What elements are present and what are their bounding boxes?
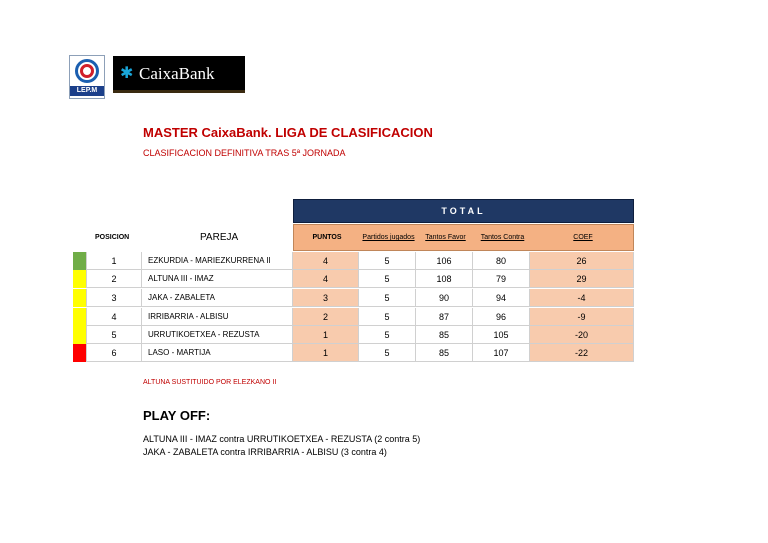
position-color-marker — [73, 308, 86, 326]
lepm-logo — [69, 55, 105, 99]
table-row — [73, 326, 634, 344]
row-puntos: 1 — [293, 326, 359, 344]
row-tantos-favor: 90 — [416, 289, 473, 307]
row-pareja: EZKURDIA - MARIEZKURRENA II — [142, 252, 293, 270]
tantos-favor-column-header: Tantos Favor — [425, 234, 466, 241]
row-partidos: 5 — [359, 289, 416, 307]
pareja-column-header: PAREJA — [200, 232, 239, 243]
row-tantos-contra: 94 — [473, 289, 530, 307]
row-tantos-favor: 106 — [416, 252, 473, 270]
posicion-column-header: POSICION — [95, 234, 130, 241]
row-coef: -4 — [530, 289, 634, 307]
table-row — [73, 289, 634, 307]
row-partidos: 5 — [359, 344, 416, 362]
substitution-note: ALTUNA SUSTITUIDO POR ELEZKANO II — [143, 379, 277, 386]
row-tantos-favor: 85 — [416, 326, 473, 344]
row-coef: -22 — [530, 344, 634, 362]
puntos-column-header: PUNTOS — [312, 234, 342, 241]
table-row — [73, 308, 634, 326]
page-title: MASTER CaixaBank. LIGA DE CLASIFICACION — [143, 125, 433, 140]
row-tantos-favor: 85 — [416, 344, 473, 362]
row-pareja: JAKA - ZABALETA — [142, 289, 293, 307]
row-tantos-contra: 107 — [473, 344, 530, 362]
row-posicion: 1 — [86, 252, 142, 270]
row-pareja: LASO - MARTIJA — [142, 344, 293, 362]
lepm-inner-ring-icon — [80, 64, 94, 78]
row-partidos: 5 — [359, 252, 416, 270]
position-color-marker — [73, 289, 86, 307]
playoff-match-1: ALTUNA III - IMAZ contra URRUTIKOETXEA - REZUSTA (2 contra 5) — [143, 434, 421, 444]
row-coef: -20 — [530, 326, 634, 344]
position-color-marker — [73, 326, 86, 344]
row-puntos: 1 — [293, 344, 359, 362]
row-coef: 26 — [530, 252, 634, 270]
coef-column-header: COEF — [573, 234, 593, 241]
position-color-marker — [73, 252, 86, 270]
total-group-header: TOTAL — [293, 199, 634, 223]
caixabank-logo — [113, 56, 245, 93]
row-tantos-favor: 87 — [416, 308, 473, 326]
row-puntos: 4 — [293, 252, 359, 270]
row-posicion: 3 — [86, 289, 142, 307]
row-pareja: IRRIBARRIA - ALBISU — [142, 308, 293, 326]
page-subtitle: CLASIFICACION DEFINITIVA TRAS 5ª JORNADA — [143, 148, 346, 158]
row-pareja: ALTUNA III - IMAZ — [142, 270, 293, 288]
row-tantos-contra: 80 — [473, 252, 530, 270]
row-coef: 29 — [530, 270, 634, 288]
position-color-marker — [73, 344, 86, 362]
table-row — [73, 252, 634, 270]
row-coef: -9 — [530, 308, 634, 326]
row-pareja: URRUTIKOETXEA - REZUSTA — [142, 326, 293, 344]
totals-column-headers — [293, 224, 634, 251]
row-partidos: 5 — [359, 308, 416, 326]
row-tantos-contra: 96 — [473, 308, 530, 326]
row-partidos: 5 — [359, 270, 416, 288]
table-row — [73, 344, 634, 362]
playoff-title: PLAY OFF: — [143, 408, 211, 423]
row-partidos: 5 — [359, 326, 416, 344]
row-puntos: 3 — [293, 289, 359, 307]
lepm-logo-text: LEP.M — [70, 86, 104, 96]
caixabank-star-icon: ✱ — [120, 65, 134, 82]
row-tantos-favor: 108 — [416, 270, 473, 288]
row-posicion: 2 — [86, 270, 142, 288]
position-color-marker — [73, 270, 86, 288]
row-puntos: 4 — [293, 270, 359, 288]
tantos-contra-column-header: Tantos Contra — [480, 234, 525, 241]
row-puntos: 2 — [293, 308, 359, 326]
row-tantos-contra: 79 — [473, 270, 530, 288]
row-posicion: 6 — [86, 344, 142, 362]
row-tantos-contra: 105 — [473, 326, 530, 344]
caixabank-logo-text: CaixaBank — [139, 64, 215, 83]
table-row — [73, 270, 634, 288]
playoff-match-2: JAKA - ZABALETA contra IRRIBARRIA - ALBISU (3 contra 4) — [143, 447, 387, 457]
row-posicion: 4 — [86, 308, 142, 326]
partidos-column-header: Partidos jugados — [362, 234, 415, 241]
row-posicion: 5 — [86, 326, 142, 344]
